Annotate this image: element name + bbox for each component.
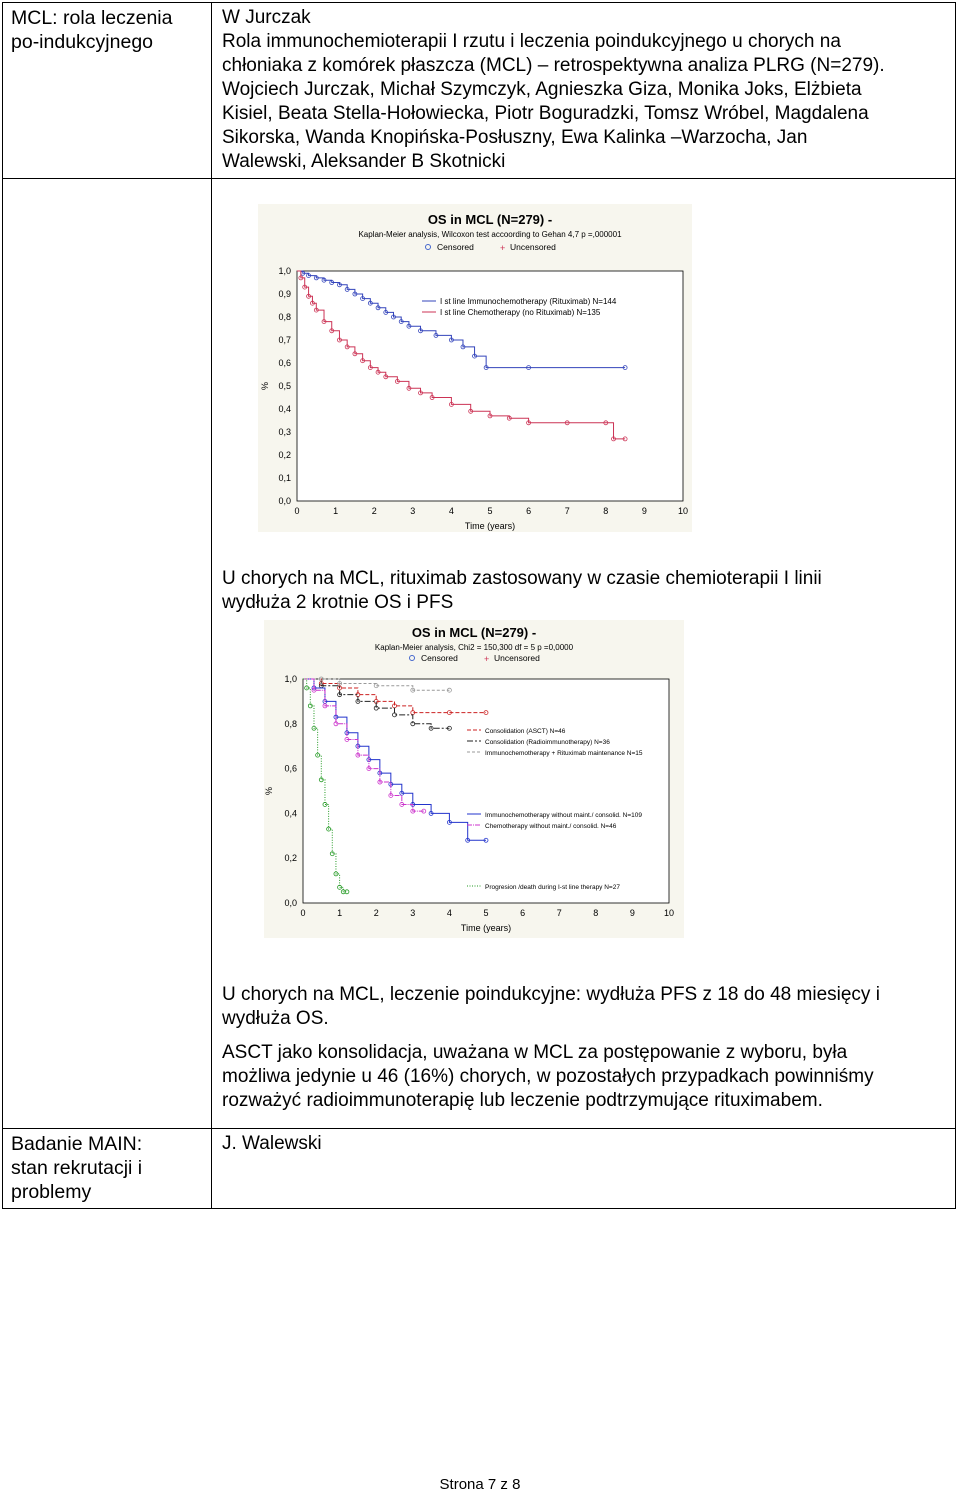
x-tick-label: 6 [520, 908, 526, 918]
chart-2-wrap [212, 615, 955, 983]
y-tick-label: 0,2 [278, 450, 291, 460]
x-tick-label: 1 [333, 506, 339, 516]
uncensored-marker: + [500, 243, 506, 253]
y-tick-label: 0,4 [278, 404, 291, 414]
y-axis-label: % [260, 381, 270, 391]
legend-label: Immunochemotherapy + Rituximab maintenance N=15 [485, 750, 643, 757]
y-tick-label: 0,7 [278, 335, 291, 345]
os-chart-rituximab [212, 179, 958, 561]
right-cell-2 [212, 179, 956, 1129]
x-tick-label: 0 [294, 506, 300, 516]
x-tick-label: 4 [446, 908, 452, 918]
paragraph-3-line: ASCT jako konsolidacja, uważana w MCL za postępowanie z wyboru, była [222, 1042, 848, 1063]
chart-subtitle: Kaplan-Meier analysis, Wilcoxon test accoording to Gehan 4,7 p =,000001 [358, 230, 622, 239]
header-authors-line: Wojciech Jurczak, Michał Szymczyk, Agnieszka Giza, Monika Joks, Elżbieta [222, 79, 862, 100]
header-authors-line: Sikorska, Wanda Knopińska-Posłuszny, Ewa Kalinka –Warzocha, Jan [222, 127, 808, 148]
x-tick-label: 7 [564, 506, 570, 516]
header-title-line: Rola immunochemioterapii I rzutu i leczenia poindukcyjnego u chorych na [222, 31, 841, 52]
x-tick-label: 1 [337, 908, 343, 918]
y-tick-label: 0,6 [278, 358, 291, 368]
header-authors-line: Kisiel, Beata Stella-Hołowiecka, Piotr Boguradzki, Tomsz Wróbel, Magdalena [222, 103, 869, 124]
header-title-line: chłoniaka z komórek płaszcza (MCL) – retrospektywna analiza PLRG (N=279). [222, 55, 885, 76]
legend-label: I st line Chemotherapy (no Rituximab) N=135 [440, 308, 601, 317]
y-tick-label: 0,0 [284, 898, 297, 908]
y-tick-label: 0,3 [278, 427, 291, 437]
x-tick-label: 10 [663, 908, 675, 918]
x-axis-label: Time (years) [460, 923, 512, 933]
os-chart-postinduction [212, 615, 958, 983]
page-footer: Strona 7 z 8 [439, 1476, 521, 1493]
y-tick-label: 1,0 [284, 674, 297, 684]
y-tick-label: 1,0 [278, 266, 291, 276]
x-tick-label: 0 [300, 908, 306, 918]
left-cell-1 [3, 3, 212, 179]
x-tick-label: 3 [410, 908, 416, 918]
chart-title: OS in MCL (N=279) - [427, 212, 553, 227]
left-label-line: stan rekrutacji i [11, 1157, 143, 1179]
left-label-line: MCL: rola leczenia [11, 7, 173, 29]
paragraph-2-line: wydłuża OS. [222, 1008, 329, 1029]
paragraph-2 [212, 983, 955, 1031]
left-label-line: problemy [11, 1181, 92, 1203]
paragraph-2-line: U chorych na MCL, leczenie poindukcyjne: wydłuża PFS z 18 do 48 miesięcy i [222, 984, 880, 1005]
y-tick-label: 0,8 [284, 718, 297, 729]
y-tick-label: 0,4 [284, 808, 297, 819]
left-cell-2 [3, 179, 212, 1129]
paragraph-1-line: U chorych na MCL, rituximab zastosowany w czasie chemioterapii I linii [222, 568, 822, 589]
paragraph-3 [212, 1031, 955, 1113]
legend-label: Immunochemotherapy without maint./ consolid. N=109 [485, 812, 642, 819]
x-tick-label: 2 [373, 908, 379, 918]
document-table [2, 2, 956, 1209]
x-tick-label: 7 [556, 908, 562, 918]
paragraph-3-line: możliwa jedynie u 46 (16%) chorych, w pozostałych przypadkach powinniśmy [222, 1066, 874, 1087]
x-tick-label: 5 [483, 908, 489, 918]
main-content: J. Walewski [222, 1133, 322, 1154]
legend-label: I st line Immunochemotherapy (Rituximab) N=144 [440, 297, 617, 306]
row-main [3, 1129, 956, 1209]
x-tick-label: 8 [593, 908, 599, 918]
uncensored-label: Uncensored [510, 242, 556, 252]
legend-label: Progresion /death during I-st line therapy N=27 [485, 884, 620, 891]
y-tick-label: 0,8 [278, 312, 291, 322]
censored-label: Censored [421, 653, 458, 663]
x-tick-label: 9 [641, 506, 647, 516]
left-cell-3 [3, 1129, 212, 1209]
x-tick-label: 6 [526, 506, 532, 516]
legend-label: Chemotherapy without maint./ consolid. N=46 [485, 823, 617, 830]
y-tick-label: 0,9 [278, 289, 291, 299]
y-axis-label: % [264, 786, 274, 796]
y-tick-label: 0,1 [278, 473, 291, 483]
x-tick-label: 9 [629, 908, 635, 918]
uncensored-label: Uncensored [494, 653, 540, 663]
y-tick-label: 0,6 [284, 763, 297, 774]
legend-label: Consolidation (ASCT) N=46 [485, 728, 566, 735]
row-header [3, 3, 956, 179]
paragraph-3-line: rozważyć radioimmunoterapię lub leczenie podtrzymujące rituximabem. [222, 1090, 823, 1111]
chart-1-wrap [212, 179, 955, 561]
x-axis-label: Time (years) [464, 521, 516, 531]
header-authors-line: Walewski, Aleksander B Skotnicki [222, 151, 506, 172]
x-tick-label: 5 [487, 506, 493, 516]
right-cell-3 [212, 1129, 956, 1209]
y-tick-label: 0,2 [284, 853, 297, 864]
censored-label: Censored [437, 242, 474, 252]
left-label-line: Badanie MAIN: [11, 1133, 143, 1155]
x-tick-label: 4 [448, 506, 454, 516]
chart-title: OS in MCL (N=279) - [411, 625, 537, 640]
x-tick-label: 2 [371, 506, 377, 516]
y-tick-label: 0,5 [278, 381, 291, 391]
left-label-line: po-indukcyjnego [11, 31, 154, 53]
chart-subtitle: Kaplan-Meier analysis, Chi2 = 150,300 df = 5 p =0,0000 [374, 643, 574, 652]
paragraph-1-line: wydłuża 2 krotnie OS i PFS [222, 592, 454, 613]
x-tick-label: 10 [677, 506, 689, 516]
x-tick-label: 8 [603, 506, 609, 516]
y-tick-label: 0,0 [278, 496, 291, 506]
x-tick-label: 3 [410, 506, 416, 516]
paragraph-1 [212, 567, 955, 615]
row-charts [3, 179, 956, 1129]
legend-label: Consolidation (Radioimmunotherapy) N=36 [485, 739, 610, 746]
header-author: W Jurczak [222, 7, 311, 28]
uncensored-marker: + [484, 654, 490, 664]
right-cell-1 [212, 3, 956, 179]
